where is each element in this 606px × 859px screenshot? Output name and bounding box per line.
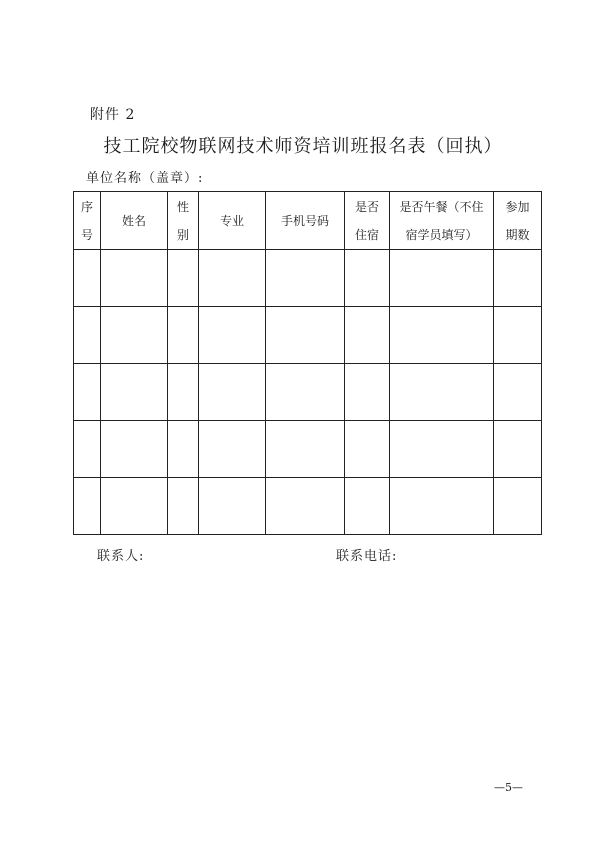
table-row bbox=[74, 250, 542, 307]
cell-major[interactable] bbox=[199, 250, 266, 307]
cell-major[interactable] bbox=[199, 421, 266, 478]
table-row bbox=[74, 478, 542, 535]
cell-index[interactable] bbox=[74, 307, 101, 364]
cell-sessions[interactable] bbox=[494, 364, 542, 421]
cell-lodging[interactable] bbox=[345, 364, 390, 421]
cell-lunch[interactable] bbox=[390, 250, 494, 307]
cell-lunch[interactable] bbox=[390, 307, 494, 364]
cell-major[interactable] bbox=[199, 478, 266, 535]
cell-index[interactable] bbox=[74, 364, 101, 421]
unit-name-label: 单位名称（盖章）: bbox=[86, 171, 204, 186]
cell-lodging[interactable] bbox=[345, 250, 390, 307]
cell-phone[interactable] bbox=[266, 250, 345, 307]
header-index bbox=[74, 192, 101, 250]
header-lodging bbox=[345, 192, 390, 250]
header-lunch bbox=[390, 192, 494, 250]
table-row bbox=[74, 307, 542, 364]
cell-gender[interactable] bbox=[168, 421, 199, 478]
cell-lunch[interactable] bbox=[390, 421, 494, 478]
header-name-label: 姓名 bbox=[121, 213, 146, 228]
cell-sessions[interactable] bbox=[494, 478, 542, 535]
cell-phone[interactable] bbox=[266, 478, 345, 535]
cell-phone[interactable] bbox=[266, 307, 345, 364]
cell-name[interactable] bbox=[101, 307, 168, 364]
page-title: 技工院校物联网技术师资培训班报名表（回执） bbox=[103, 136, 503, 157]
cell-lunch[interactable] bbox=[390, 364, 494, 421]
header-lodging-bottom: 住宿 bbox=[354, 227, 379, 242]
cell-lodging[interactable] bbox=[345, 478, 390, 535]
page-number: —5— bbox=[494, 781, 523, 794]
cell-index[interactable] bbox=[74, 421, 101, 478]
contact-phone-label: 联系电话: bbox=[336, 549, 398, 564]
registration-table bbox=[73, 191, 542, 535]
cell-phone[interactable] bbox=[266, 421, 345, 478]
header-lunch-bottom: 宿学员填写） bbox=[405, 227, 478, 242]
header-lodging-top: 是否 bbox=[354, 199, 379, 214]
header-sessions-top: 参加 bbox=[505, 199, 530, 214]
cell-index[interactable] bbox=[74, 478, 101, 535]
header-gender bbox=[168, 192, 199, 250]
cell-sessions[interactable] bbox=[494, 421, 542, 478]
header-gender-bottom: 别 bbox=[176, 227, 189, 242]
header-phone-label: 手机号码 bbox=[280, 213, 329, 228]
cell-major[interactable] bbox=[199, 307, 266, 364]
cell-lodging[interactable] bbox=[345, 307, 390, 364]
cell-sessions[interactable] bbox=[494, 307, 542, 364]
cell-index[interactable] bbox=[74, 250, 101, 307]
header-sessions-bottom: 期数 bbox=[505, 227, 530, 242]
cell-gender[interactable] bbox=[168, 250, 199, 307]
cell-gender[interactable] bbox=[168, 307, 199, 364]
contact-person-label: 联系人: bbox=[97, 549, 145, 564]
cell-major[interactable] bbox=[199, 364, 266, 421]
header-major-label: 专业 bbox=[219, 213, 244, 228]
header-name bbox=[101, 192, 168, 250]
cell-name[interactable] bbox=[101, 250, 168, 307]
cell-name[interactable] bbox=[101, 364, 168, 421]
cell-lodging[interactable] bbox=[345, 421, 390, 478]
table-row bbox=[74, 421, 542, 478]
attachment-label: 附件 2 bbox=[90, 107, 136, 123]
header-sessions bbox=[494, 192, 542, 250]
header-phone bbox=[266, 192, 345, 250]
table-row bbox=[74, 364, 542, 421]
cell-gender[interactable] bbox=[168, 478, 199, 535]
cell-name[interactable] bbox=[101, 421, 168, 478]
cell-sessions[interactable] bbox=[494, 250, 542, 307]
cell-gender[interactable] bbox=[168, 364, 199, 421]
table-header-row bbox=[74, 192, 542, 250]
header-major bbox=[199, 192, 266, 250]
header-index-bottom: 号 bbox=[80, 227, 93, 242]
cell-name[interactable] bbox=[101, 478, 168, 535]
header-index-top: 序 bbox=[80, 199, 93, 214]
cell-phone[interactable] bbox=[266, 364, 345, 421]
header-lunch-top: 是否午餐（不住 bbox=[399, 199, 484, 214]
cell-lunch[interactable] bbox=[390, 478, 494, 535]
header-gender-top: 性 bbox=[176, 199, 189, 214]
